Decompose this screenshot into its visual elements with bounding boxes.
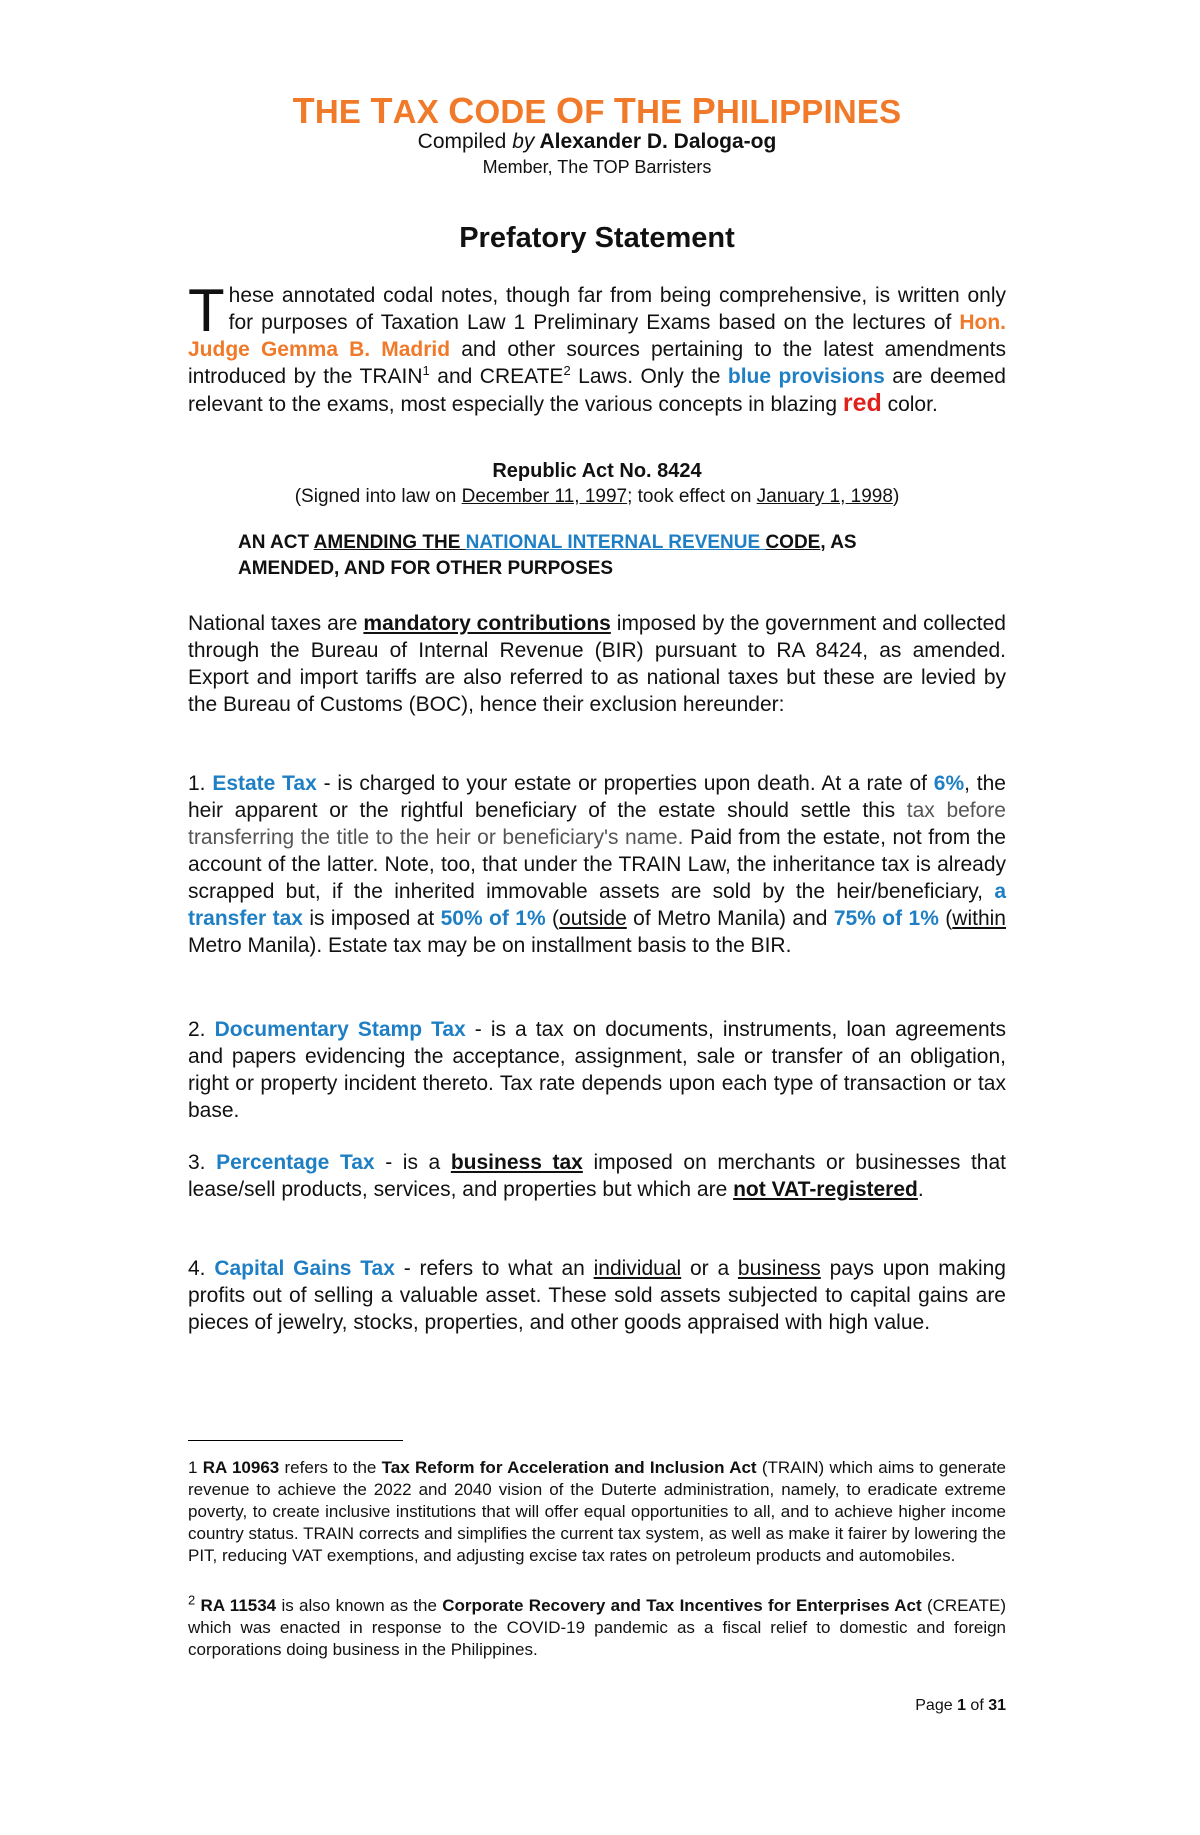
footnote-ref-2: 2 — [563, 363, 571, 378]
estate-tax-item: 1. Estate Tax - is charged to your estate or properties upon death. At a rate of 6%, the heir apparent or the rightful beneficiary of the estate should settle this tax before transferring the title to the heir or beneficiary's name. Paid from the estate, not from the account of the latter. Note, too, that under the TRAIN Law, the inheritance tax is already scrapped but, if the inherited immovable assets are sold by the heir/beneficiary, a transfer tax is imposed at 50% of 1% (outside of Metro Manila) and 75% of 1% (within Metro Manila). Estate tax may be on installment basis to the BIR. — [188, 772, 1012, 957]
documentary-stamp-tax-item: 2. Documentary Stamp Tax - is a tax on documents, instruments, loan agreements and papers evidencing the acceptance, assignment, sale or transfer of an obligation, right or property incident thereto. Tax rate depends upon each type of transaction or tax base. — [188, 1018, 1012, 1122]
percentage-tax-item: 3. Percentage Tax - is a business tax imposed on merchants or businesses that lease/sell products, services, and properties but which are not VAT-registered. — [188, 1151, 1012, 1201]
footnote-2: $^2$ RA 11534 is also known as the Corporate Recovery and Tax Incentives for Enterprises Act (CREATE) which was enacted in response to the COVID-19 pandemic as a fiscal relief to domestic and foreign corporations doing business in the Philippines. — [188, 1592, 1011, 1659]
page-number: Page 1 of 31 — [915, 1697, 1006, 1714]
footnote-1: 1 RA 10963 refers to the Tax Reform for Acceleration and Inclusion Act (TRAIN) which aims to generate revenue to achieve the 2022 and 2040 vision of the Duterte administration, namely, to eradicate extreme poverty, to create inclusive institutions that will offer equal opportunities to all, and to achieve higher income country status. TRAIN corrects and simplifies the current tax system, as well as make it fairer by lowering the PIT, reducing VAT exemptions, and adjusting excise tax rates on petroleum products and automobiles. — [188, 1458, 1011, 1565]
drop-cap: T — [188, 277, 225, 344]
compiled-by-line: Compiled by Alexander D. Daloga-og — [417, 130, 777, 153]
republic-act-title: Republic Act No. 8424 — [492, 460, 702, 482]
footnote-ref-1: 1 — [422, 363, 430, 378]
prefatory-heading: Prefatory Statement — [459, 222, 735, 254]
act-title: AN ACT AMENDING THE NATIONAL INTERNAL REVENUE CODE, AS AMENDED, AND FOR OTHER PURPOSES — [238, 532, 862, 579]
document-title: THE TAX CODE OF THE PHILIPPINES — [292, 90, 902, 131]
capital-gains-tax-item: 4. Capital Gains Tax - refers to what an individual or a business pays upon making profits out of selling a valuable asset. These sold assets subjected to capital gains are pieces of jewelry, stocks, properties, and other goods appraised with high value. — [188, 1257, 1012, 1334]
prefatory-paragraph: These annotated codal notes, though far from being comprehensive, is written only for purposes of Taxation Law 1 Preliminary Exams based on the lectures of Hon. Judge Gemma B. Madrid and other sources pertaining to the latest amendments introduced by the TRAIN$^1$ and CREATE$^2$ Laws. Only the blue provisions are deemed relevant to the exams, most especially the various concepts in blazing red color. — [188, 277, 1012, 417]
national-taxes-paragraph: National taxes are mandatory contributions imposed by the government and collected through the Bureau of Internal Revenue (BIR) pursuant to RA 8424, as amended. Export and import tariffs are also referred to as national taxes but these are levied by the Bureau of Customs (BOC), hence their exclusion hereunder: — [188, 612, 1012, 716]
republic-act-dates: (Signed into law on December 11, 1997; took effect on January 1, 1998) — [294, 486, 900, 507]
author-affiliation: Member, The TOP Barristers — [482, 157, 712, 177]
footnote-separator — [188, 1440, 403, 1441]
